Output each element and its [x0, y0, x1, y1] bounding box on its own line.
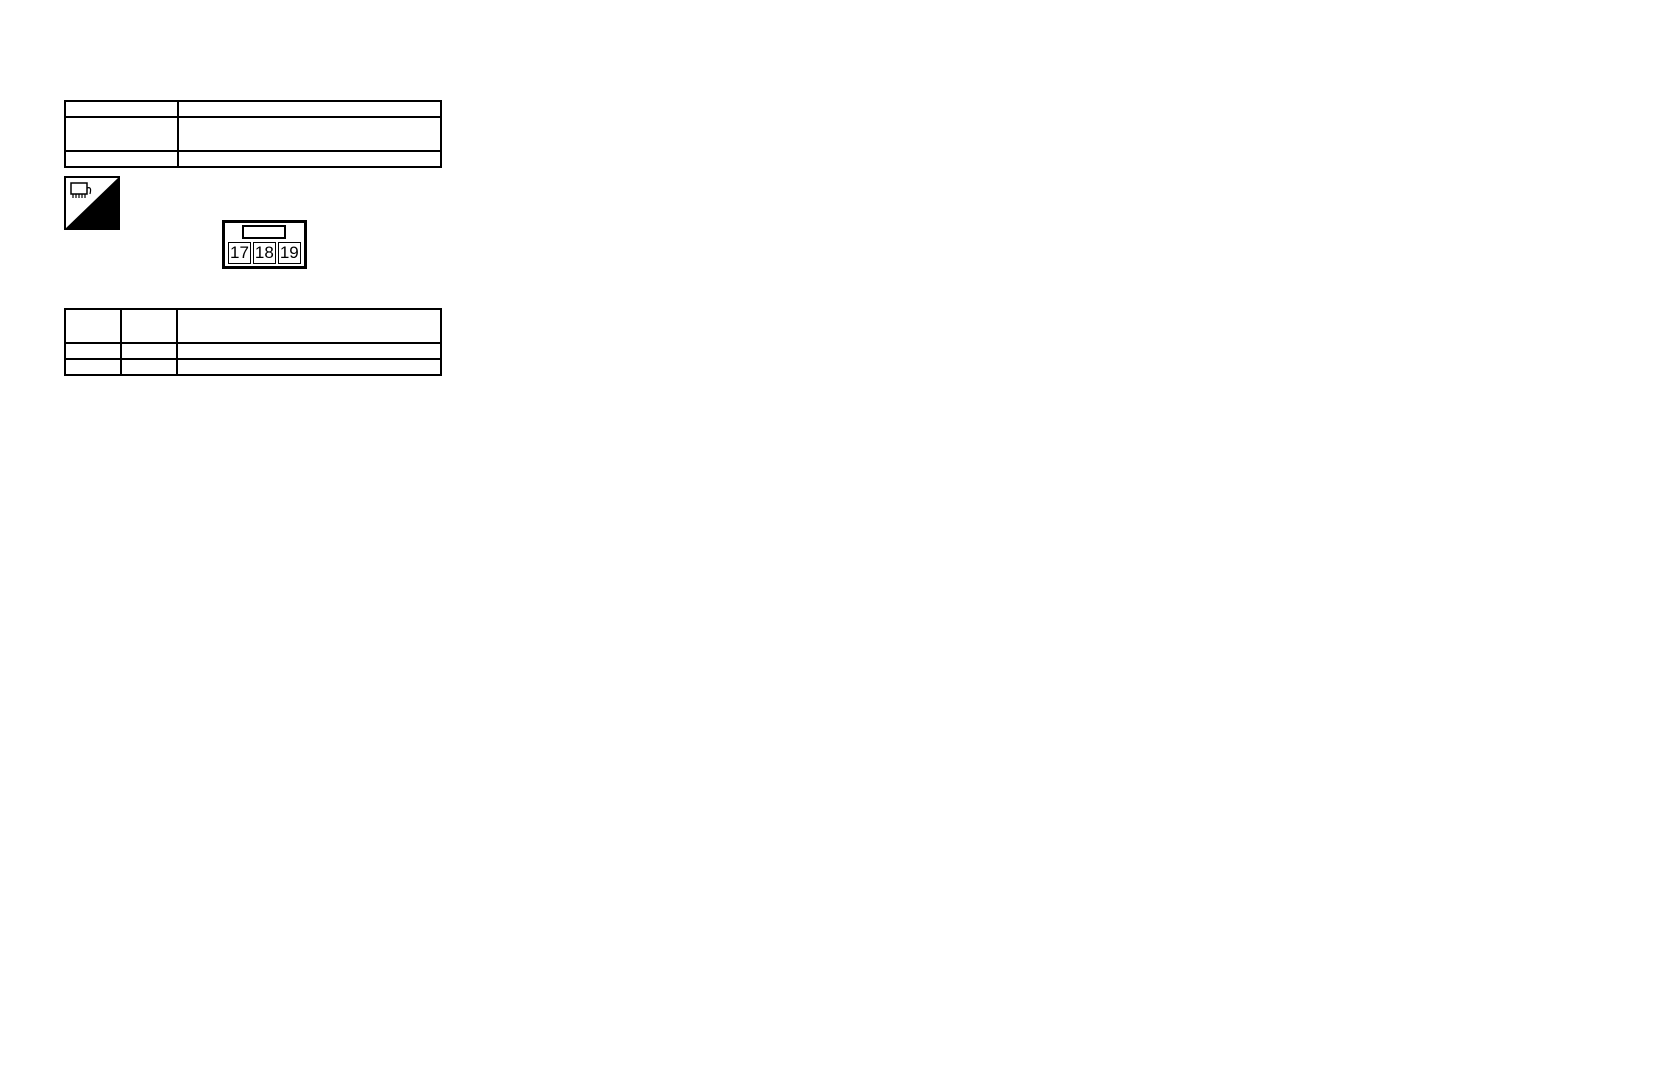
connector-no-label	[65, 101, 178, 117]
terminal-no-cell	[65, 343, 121, 359]
connector-no-value	[178, 101, 441, 117]
table-row	[65, 343, 441, 359]
signal-name-header	[177, 309, 441, 343]
connector-name-value	[178, 117, 441, 151]
wire-color-cell	[121, 343, 177, 359]
connector-pin: 17	[230, 243, 249, 262]
signal-name-cell	[177, 359, 441, 375]
table-row	[65, 359, 441, 375]
connector-type-label	[65, 151, 178, 167]
connector-header-table	[64, 100, 442, 168]
connector-name-label	[65, 117, 178, 151]
harness-side-icon	[64, 176, 120, 230]
terminal-no-cell	[65, 359, 121, 375]
wire-color-cell	[121, 359, 177, 375]
signal-name-cell	[177, 343, 441, 359]
pin-table	[64, 308, 442, 376]
connector-diagram	[64, 168, 442, 308]
connector-pin: 19	[279, 243, 299, 262]
color-of-wire-header	[121, 309, 177, 343]
connector-type-value	[178, 151, 441, 167]
connector-pin: 18	[254, 243, 274, 262]
connector-face	[222, 220, 307, 269]
connector-panel	[64, 100, 442, 376]
terminal-no-header	[65, 309, 121, 343]
